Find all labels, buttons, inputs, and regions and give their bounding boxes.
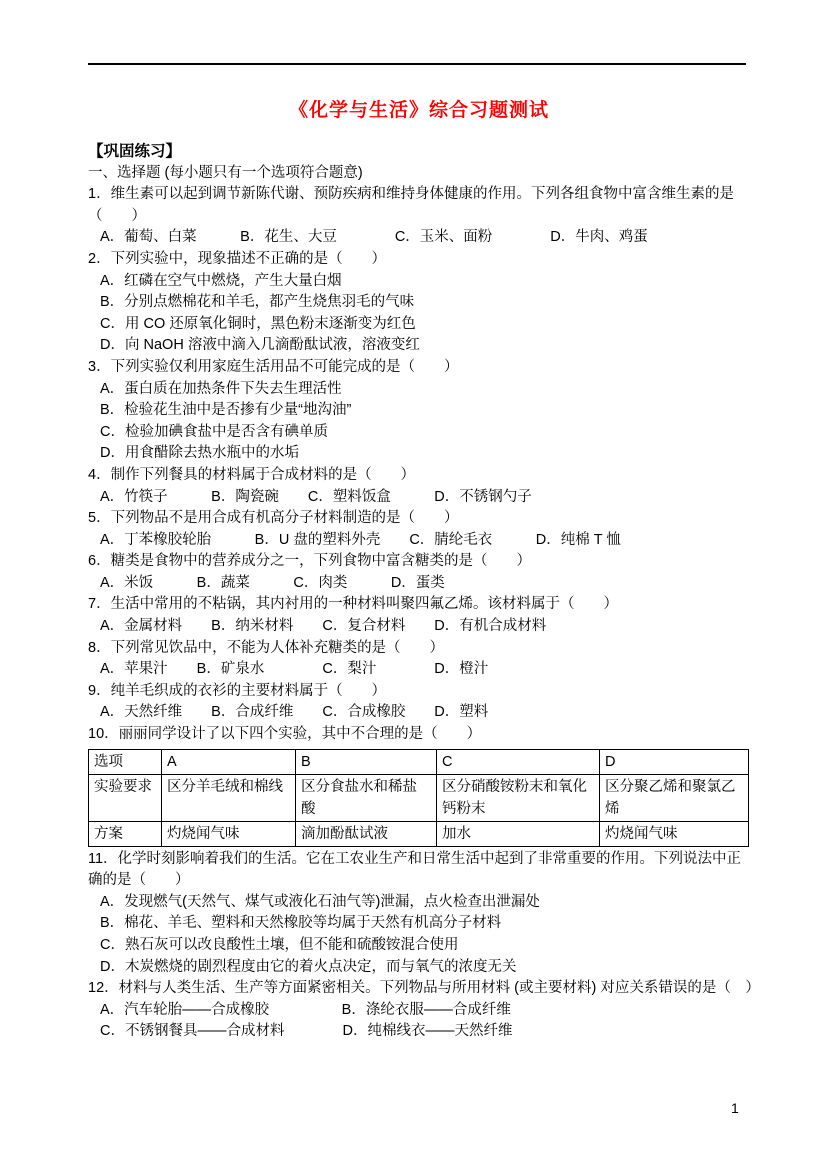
table-row-requirement-label: 实验要求 bbox=[89, 774, 162, 821]
table-header-d: D bbox=[600, 749, 749, 774]
question-4-stem: 4．制作下列餐具的材料属于合成材料的是（ ） bbox=[88, 466, 416, 483]
table-cell-plan-a: 灼烧闻气味 bbox=[162, 821, 296, 846]
table-cell-plan-b: 滴加酚酞试液 bbox=[296, 821, 437, 846]
section-heading-practice: 【巩固练习】 bbox=[88, 143, 182, 160]
question-6-options: A．米饭 B．蔬菜 C．肉类 D．蛋类 bbox=[100, 574, 445, 591]
table-row-plan bbox=[89, 821, 749, 846]
question-5-options: A．丁苯橡胶轮胎 B．U 盘的塑料外壳 C．腈纶毛衣 D．纯棉 T 恤 bbox=[100, 531, 621, 548]
page-number: 1 bbox=[731, 1100, 739, 1116]
document-content bbox=[88, 99, 760, 1043]
question-2-option-a: A．红磷在空气中燃烧，产生大量白烟 bbox=[100, 272, 342, 289]
question-2-option-c: C．用 CO 还原氧化铜时，黑色粉末逐渐变为红色 bbox=[100, 315, 416, 332]
question-7-options: A．金属材料 B．纳米材料 C．复合材料 D．有机合成材料 bbox=[100, 618, 547, 635]
question-11-option-b: B．棉花、羊毛、塑料和天然橡胶等均属于天然有机高分子材料 bbox=[100, 915, 502, 932]
table-cell-requirement-a: 区分羊毛绒和棉线 bbox=[162, 774, 296, 821]
question-12-stem: 12．材料与人类生活、生产等方面紧密相关。下列物品与所用材料 (或主要材料) 对应关系错误的是（ ） bbox=[88, 980, 760, 997]
question-9-options: A．天然纤维 B．合成纤维 C．合成橡胶 D．塑料 bbox=[100, 704, 489, 721]
page-title: 《化学与生活》综合习题测试 bbox=[288, 100, 549, 121]
table-header-a: A bbox=[162, 749, 296, 774]
question-10-stem: 10．丽丽同学设计了以下四个实验，其中不合理的是（ ） bbox=[88, 726, 482, 743]
question-3-option-a: A．蛋白质在加热条件下失去生理活性 bbox=[100, 380, 342, 397]
table-cell-requirement-d: 区分聚乙烯和聚氯乙烯 bbox=[600, 774, 749, 821]
table-cell-plan-c: 加水 bbox=[437, 821, 600, 846]
table-header-row bbox=[89, 749, 749, 774]
question-3-option-b: B．检验花生油中是否掺有少量“地沟油” bbox=[100, 402, 352, 419]
question-11-option-d: D．木炭燃烧的剧烈程度由它的着火点决定，而与氧气的浓度无关 bbox=[100, 958, 517, 975]
table-row-requirement bbox=[89, 774, 749, 821]
question-2-stem: 2．下列实验中，现象描述不正确的是（ ） bbox=[88, 250, 387, 267]
table-row-plan-label: 方案 bbox=[89, 821, 162, 846]
question-9-stem: 9．纯羊毛织成的衣衫的主要材料属于（ ） bbox=[88, 682, 387, 699]
experiment-table bbox=[88, 749, 749, 847]
question-1-stem-line-1: 1．维生素可以起到调节新陈代谢、预防疾病和维持身体健康的作用。下列各组食物中富含维生素的是 bbox=[88, 186, 735, 203]
question-6-stem: 6．糖类是食物中的营养成分之一，下列食物中富含糖类的是（ ） bbox=[88, 553, 532, 570]
question-3-stem: 3．下列实验仅利用家庭生活用品不可能完成的是（ ） bbox=[88, 358, 459, 375]
table-header-b: B bbox=[296, 749, 437, 774]
question-8-stem: 8．下列常见饮品中，不能为人体补充糖类的是（ ） bbox=[88, 639, 445, 656]
table-cell-requirement-b: 区分食盐水和稀盐酸 bbox=[296, 774, 437, 821]
question-12-options-line-2: C．不锈钢餐具——合成材料 D．纯棉线衣——天然纤维 bbox=[100, 1023, 513, 1040]
question-11-option-a: A．发现燃气(天然气、煤气或液化石油气等)泄漏，点火检查出泄漏处 bbox=[100, 893, 540, 910]
table-cell-requirement-c: 区分硝酸铵粉末和氧化钙粉末 bbox=[437, 774, 600, 821]
question-4-options: A．竹筷子 B．陶瓷碗 C．塑料饭盒 D．不锈钢勺子 bbox=[100, 488, 532, 505]
question-8-options: A．苹果汁 B．矿泉水 C．梨汁 D．橙汁 bbox=[100, 661, 489, 678]
question-3-option-c: C．检验加碘食盐中是否含有碘单质 bbox=[100, 423, 328, 440]
question-1-stem-line-2: （ ） bbox=[88, 207, 146, 224]
question-3-option-d: D．用食醋除去热水瓶中的水垢 bbox=[100, 445, 299, 462]
table-header-option: 选项 bbox=[89, 749, 162, 774]
question-1-options: A．葡萄、白菜 B．花生、大豆 C．玉米、面粉 D．牛肉、鸡蛋 bbox=[100, 229, 648, 246]
question-5-stem: 5．下列物品不是用合成有机高分子材料制造的是（ ） bbox=[88, 510, 459, 527]
question-12-options-line-1: A．汽车轮胎——合成橡胶 B．涤纶衣服——合成纤维 bbox=[100, 1001, 511, 1018]
question-11-stem-line-1: 11．化学时刻影响着我们的生活。它在工农业生产和日常生活中起到了非常重要的作用。下列说法中正 bbox=[88, 850, 742, 867]
question-11-option-c: C．熟石灰可以改良酸性土壤，但不能和硫酸铵混合使用 bbox=[100, 937, 459, 953]
question-11-stem-line-2: 确的是（ ） bbox=[88, 872, 190, 889]
header-rule bbox=[88, 63, 746, 65]
table-cell-plan-d: 灼烧闻气味 bbox=[600, 821, 749, 846]
table-header-c: C bbox=[437, 749, 600, 774]
question-2-option-d: D．向 NaOH 溶液中滴入几滴酚酞试液，溶液变红 bbox=[100, 337, 420, 354]
question-2-option-b: B．分别点燃棉花和羊毛，都产生烧焦羽毛的气味 bbox=[100, 294, 415, 311]
question-7-stem: 7．生活中常用的不粘锅，其内衬用的一种材料叫聚四氟乙烯。该材料属于（ ） bbox=[88, 596, 619, 613]
part-heading-choice: 一、选择题 (每小题只有一个选项符合题意) bbox=[88, 164, 363, 181]
